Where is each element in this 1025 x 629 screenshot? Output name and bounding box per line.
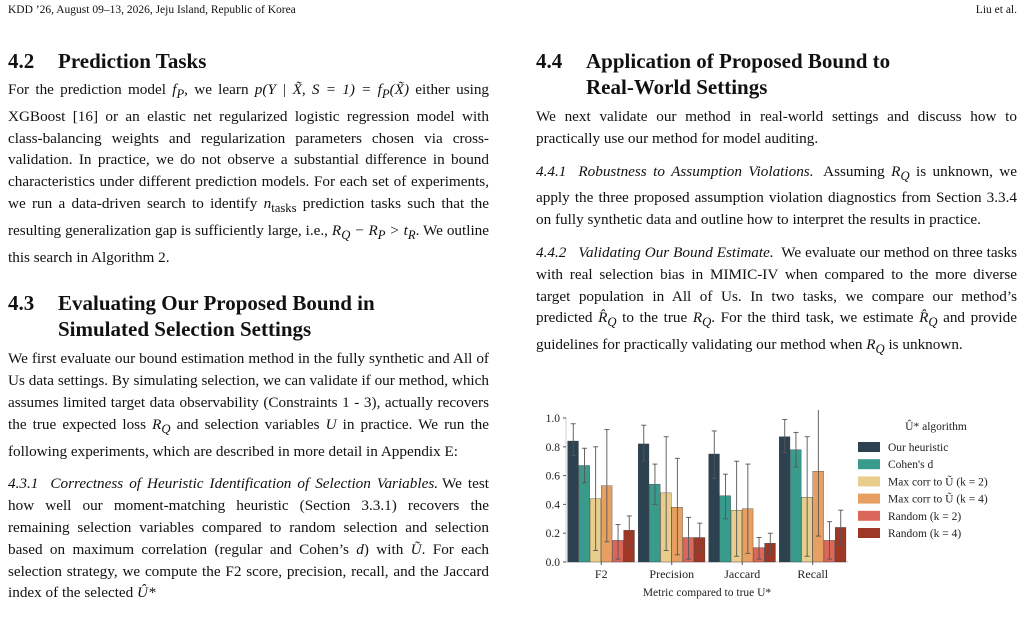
- legend-entry: Our heuristic: [888, 442, 949, 454]
- legend-entry: Max corr to Ũ (k = 2): [888, 476, 988, 489]
- legend-swatch: [858, 528, 880, 538]
- section-4-3-1-paragraph: 4.3.1 Correctness of Heuristic Identification of Selection Variables. We test how well our moment-matching heuristic (Section 3.3.1) recovers the remaining selection variables compared to random selection and selection based on maximum correlation (regular and Cohen’s d) with Ũ. For each selection strategy, we compute the F2 score, precision, recall, and the Jaccard index of the selected Û*: [8, 475, 490, 602]
- y-tick-label: 0.6: [545, 470, 560, 483]
- legend-swatch: [858, 511, 880, 521]
- chart-svg: [536, 410, 1016, 610]
- legend-title: Û* algorithm: [905, 421, 967, 433]
- left-column: [8, 48, 489, 604]
- legend-swatch: [858, 442, 880, 452]
- x-tick-label: Jaccard: [724, 567, 761, 581]
- section-4-4-2-paragraph: 4.4.2 Validating Our Bound Estimate. We evaluate our method on three tasks with real selection bias in MIMIC-IV when compared to the more diverse target population in All of Us. In two tasks, we compare our method’s predicted $R̂_Q$ to the true $R_Q$. For the third task, we estimate $R̂_Q$ and provide guidelines for practically validating our method when $R_Q$ is unknown.: [536, 244, 1017, 357]
- x-tick-label: Precision: [649, 567, 695, 581]
- y-tick-label: 0.4: [545, 499, 560, 512]
- section-4-3-heading: 4.3 Evaluating Our Proposed Bound in Simulated Selection Settings: [8, 291, 375, 342]
- section-4-4-1-paragraph: 4.4.1 Robustness to Assumption Violations. Assuming $R_Q$ is unknown, we apply the three proposed assumption violation diagnostics from Section 3.3.4 on fully synthetic data and outline how to interpret the results in practice.: [536, 162, 1018, 229]
- section-4-4-paragraph: We next validate our method in real-world settings and discuss how to practically use our method for model auditing.: [536, 108, 1017, 147]
- bar-0-3: [779, 437, 790, 562]
- x-tick-label: Recall: [797, 567, 829, 581]
- venue-header: KDD ’26, August 09–13, 2026, Jeju Island, Republic of Korea: [8, 4, 296, 16]
- authors-header: Liu et al.: [975, 4, 1017, 16]
- legend-entry: Max corr to Ũ (k = 4): [888, 493, 988, 506]
- section-4-2-heading: 4.2 Prediction Tasks: [8, 49, 207, 73]
- legend-entry: Cohen's d: [888, 459, 934, 472]
- legend-entry: Random (k = 2): [888, 510, 962, 523]
- y-tick-label: 0.8: [545, 441, 560, 454]
- legend-swatch: [858, 494, 880, 504]
- section-4-3-paragraph: We first evaluate our bound estimation method in the fully synthetic and All of Us data settings. By simulating selection, we can validate if our method, which assumes limited target data observability (Constraints 1 - 3), actually recovers the true expected loss $R_Q$ and selection variables U in practice. We run the following experiments, which are described in more detail in Appendix E:: [8, 350, 489, 460]
- section-4-2-paragraph: For the prediction model $f_P$, we learn p(Y | X̃, $S = 1) = f_P(X̃)$ either using XGBoost [16] or an elastic net regularized logistic regression model with class-balancing weights and regularization parameters chosen via cross-validation. In practice, we do not observe a substantial difference in bound characteristics under different prediction models. For each set of experiments, we run a data-driven search to identify $n_{tasks}$ prediction tasks such that the resulting generalization gap is sufficiently large, i.e., $R_Q - R_P > t_R$. We outline this search in Algorithm 2.: [8, 81, 490, 266]
- figure-bar-chart: [536, 410, 1016, 610]
- running-header: [8, 4, 1017, 20]
- y-tick-label: 1.0: [545, 413, 560, 425]
- x-tick-label: F2: [594, 567, 608, 581]
- bar-0-0: [568, 441, 579, 562]
- legend-swatch: [858, 459, 880, 469]
- right-column: [536, 48, 1017, 361]
- y-tick-label: 0.2: [545, 528, 560, 541]
- legend-swatch: [858, 476, 880, 486]
- legend-entry: Random (k = 4): [888, 528, 962, 540]
- y-tick-label: 0.0: [545, 557, 560, 569]
- x-axis-label: Metric compared to true U*: [642, 587, 772, 599]
- section-4-4-heading: 4.4 Application of Proposed Bound to Real-World Settings: [536, 49, 891, 99]
